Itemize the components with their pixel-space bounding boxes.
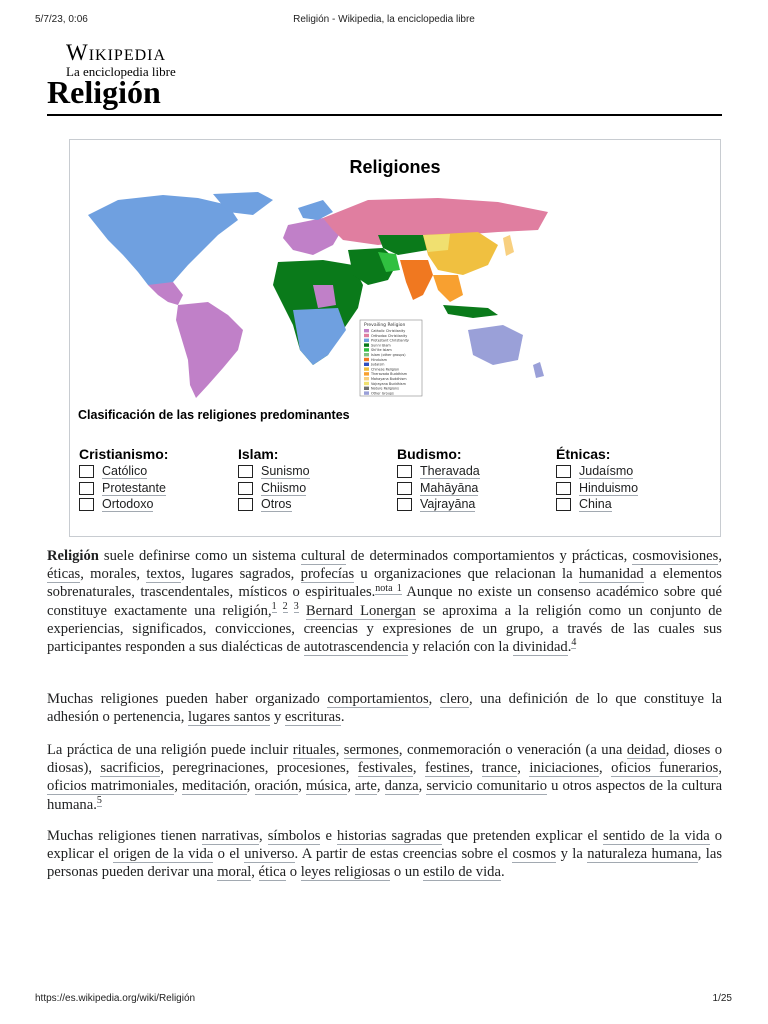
world-religions-map[interactable] xyxy=(78,190,568,402)
text: , morales, xyxy=(80,566,147,583)
text: o un xyxy=(390,864,424,881)
print-header xyxy=(0,14,768,28)
link[interactable]: ética xyxy=(258,864,287,881)
footnote-ref[interactable]: 2 xyxy=(282,600,288,612)
legend-swatch xyxy=(364,348,369,351)
text: , xyxy=(174,778,182,795)
legend-link[interactable]: Protestante xyxy=(102,480,166,495)
legend-checkbox[interactable] xyxy=(238,465,253,478)
link[interactable]: trance xyxy=(481,760,518,777)
link[interactable]: éticas xyxy=(47,566,81,583)
link[interactable]: festivales xyxy=(357,760,413,777)
text: Muchas religiones tienen xyxy=(47,828,202,844)
legend-item[interactable] xyxy=(556,463,706,480)
link[interactable]: origen de la vida xyxy=(113,846,214,863)
footnote-ref[interactable]: 1 xyxy=(271,600,277,612)
map-legend-title: Prevailing Religion xyxy=(364,323,406,328)
link[interactable]: divinidad xyxy=(512,639,568,656)
legend-label: Mahayana Buddhism xyxy=(371,377,407,381)
link[interactable]: arte xyxy=(355,778,377,795)
legend-group-etnicas xyxy=(556,446,706,513)
legend-checkbox[interactable] xyxy=(397,482,412,495)
wikipedia-wordmark[interactable]: Wikipedia xyxy=(66,40,167,65)
legend-item[interactable] xyxy=(79,496,229,513)
footnote-ref[interactable]: nota 1 xyxy=(375,582,402,594)
link[interactable]: clero xyxy=(439,691,469,707)
legend-heading: Étnicas: xyxy=(556,446,611,462)
text: , xyxy=(718,760,722,777)
legend-label: Chinese Religion xyxy=(371,367,400,372)
text: y la xyxy=(556,846,588,863)
text: La práctica de una religión puede incluir xyxy=(47,742,293,758)
text: , xyxy=(469,760,482,777)
text: , dioses o diosas), xyxy=(47,742,722,777)
text: Muchas religiones pueden haber organizado xyxy=(47,691,328,707)
legend-item[interactable] xyxy=(397,496,547,513)
footnote-ref[interactable]: 5 xyxy=(96,794,102,806)
legend-heading: Cristianismo: xyxy=(79,446,169,462)
link[interactable]: Bernard Lonergan xyxy=(305,602,416,619)
legend-link[interactable]: Otros xyxy=(261,497,292,511)
text: . xyxy=(567,639,572,656)
footnote-ref[interactable]: 4 xyxy=(571,637,577,649)
legend-label: Other Groups xyxy=(371,391,394,396)
legend-label: Nature Religions xyxy=(371,386,399,391)
legend-label: Orthodox Christianity xyxy=(371,333,408,338)
text: u otros aspectos de la cultura humana. xyxy=(47,778,723,813)
legend-checkbox[interactable] xyxy=(238,482,253,495)
text: , xyxy=(599,760,612,777)
link[interactable]: textos xyxy=(146,566,182,583)
page-title: Religión xyxy=(47,74,161,110)
title-divider xyxy=(47,114,722,116)
link[interactable]: oficios funerarios xyxy=(611,760,719,777)
link[interactable]: cosmovisiones xyxy=(632,548,719,564)
paragraph-narratives xyxy=(47,827,722,882)
link[interactable]: moral xyxy=(217,864,252,881)
legend-link[interactable]: Vajrayāna xyxy=(420,497,476,511)
legend-item[interactable] xyxy=(238,496,388,513)
link[interactable]: iniciaciones xyxy=(529,760,600,777)
legend-item[interactable] xyxy=(238,463,388,480)
legend-link[interactable]: Sunismo xyxy=(261,464,310,478)
link[interactable]: comportamientos xyxy=(327,691,429,707)
text: , xyxy=(251,864,259,881)
text: , xyxy=(428,691,440,707)
legend-swatch xyxy=(364,372,369,375)
legend-label: Theravada Buddhism xyxy=(371,372,408,377)
legend-heading: Budismo: xyxy=(397,446,462,462)
legend-link[interactable]: Theravada xyxy=(420,464,480,478)
text: Aunque no existe un consenso académico sobre qué constituye exactamente una religión, xyxy=(47,584,722,619)
legend-label: Vajrayana Buddhism xyxy=(371,381,406,386)
legend-checkbox[interactable] xyxy=(556,465,571,478)
text: . xyxy=(500,864,505,881)
legend-swatch xyxy=(364,343,369,346)
legend-checkbox[interactable] xyxy=(397,465,412,478)
text: a elementos sobrenaturales, trascendentales, místicos o espirituales. xyxy=(47,566,722,601)
legend-item[interactable] xyxy=(556,480,706,497)
link[interactable]: deidad xyxy=(626,742,666,758)
text: , xyxy=(517,760,530,777)
text: , xyxy=(418,778,427,795)
world-map-religions-icon xyxy=(78,190,568,402)
legend-checkbox[interactable] xyxy=(556,482,571,495)
print-datetime: 5/7/23, 0:06 xyxy=(35,14,88,25)
legend-heading: Islam: xyxy=(238,446,279,462)
text: y xyxy=(270,709,285,726)
text xyxy=(299,603,306,619)
legend-label: Sunni Islam xyxy=(371,343,391,348)
link[interactable]: danza xyxy=(384,778,419,795)
link[interactable]: cultural xyxy=(301,548,346,564)
link[interactable]: servicio comunitario xyxy=(426,778,548,795)
legend-item[interactable] xyxy=(397,463,547,480)
legend-swatch xyxy=(364,387,369,390)
legend-swatch xyxy=(364,329,369,332)
legend-link[interactable]: China xyxy=(579,497,612,511)
wikipedia-tagline: La enciclopedia libre xyxy=(66,64,176,79)
link[interactable]: música xyxy=(305,778,348,795)
text: , lugares sagrados, xyxy=(181,566,301,583)
link[interactable]: meditación xyxy=(181,778,247,795)
link[interactable]: universo xyxy=(244,846,295,863)
paragraph-practice xyxy=(47,741,722,814)
text: o el xyxy=(213,846,245,863)
legend-label: Judaism xyxy=(371,362,385,367)
footnote-ref[interactable]: 3 xyxy=(293,600,299,612)
legend-checkbox[interactable] xyxy=(79,482,94,495)
legend-item[interactable] xyxy=(556,496,706,513)
text: e xyxy=(320,828,337,844)
legend-checkbox[interactable] xyxy=(238,498,253,511)
legend-link[interactable]: Mahāyāna xyxy=(420,480,479,495)
text: , peregrinaciones, procesiones, xyxy=(160,760,358,777)
link[interactable]: estilo de vida xyxy=(423,864,501,881)
print-footer xyxy=(0,993,768,1007)
text: , conmemoración o veneración (a una xyxy=(398,742,627,758)
text: y relación con la xyxy=(408,639,513,656)
legend-checkbox[interactable] xyxy=(79,465,94,478)
legend-item[interactable] xyxy=(79,480,229,497)
link[interactable]: sermones xyxy=(343,742,399,758)
link[interactable]: naturaleza humana xyxy=(587,846,698,863)
legend-group-cristianismo xyxy=(79,446,229,513)
religions-infobox xyxy=(69,139,721,537)
text: o xyxy=(286,864,301,881)
text: suele definirse como un sistema xyxy=(98,548,301,564)
print-page-number: 1/25 xyxy=(712,993,732,1004)
legend-label: Hinduism xyxy=(371,357,387,362)
legend-link[interactable]: Chiismo xyxy=(261,480,307,495)
text: , xyxy=(246,778,255,795)
link[interactable]: símbolos xyxy=(267,828,321,844)
legend-label: Catholic Christianity xyxy=(371,329,406,333)
legend-swatch xyxy=(364,339,369,342)
legend-item[interactable] xyxy=(79,463,229,480)
text: que pretenden explicar el xyxy=(441,828,604,844)
map-legend xyxy=(360,320,422,396)
text: , xyxy=(335,742,344,758)
text: o explicar el xyxy=(47,828,723,863)
legend-link[interactable]: Católico xyxy=(102,464,148,478)
legend-swatch xyxy=(364,334,369,337)
link[interactable]: festines xyxy=(424,760,470,777)
link[interactable]: rituales xyxy=(292,742,336,758)
link[interactable]: leyes religiosas xyxy=(300,864,391,881)
text: , xyxy=(718,548,722,564)
print-url: https://es.wikipedia.org/wiki/Religión xyxy=(35,993,196,1004)
text: u organizaciones que relacionan la xyxy=(354,566,579,583)
legend-swatch xyxy=(364,391,369,394)
text: , las personas pueden derivar una xyxy=(47,846,723,881)
text: de determinados comportamientos y prácticas, xyxy=(345,548,633,564)
link[interactable]: sentido de la vida xyxy=(603,828,710,844)
link[interactable]: cosmos xyxy=(512,846,557,863)
text: , xyxy=(259,828,268,844)
legend-link[interactable]: Ortodoxo xyxy=(102,497,154,511)
link[interactable]: escrituras xyxy=(284,709,341,726)
infobox-title: Religiones xyxy=(349,157,441,177)
link[interactable]: historias sagradas xyxy=(337,828,442,844)
link[interactable]: narrativas xyxy=(201,828,260,844)
legend-swatch xyxy=(364,353,369,356)
legend-checkbox[interactable] xyxy=(556,498,571,511)
legend-swatch xyxy=(364,382,369,385)
link[interactable]: humanidad xyxy=(578,566,644,583)
text: , xyxy=(412,760,425,777)
legend-label: Islam (other groups) xyxy=(371,353,406,357)
legend-swatch xyxy=(364,363,369,366)
legend-checkbox[interactable] xyxy=(79,498,94,511)
text: , una definición de lo que constituye la adhesión o pertenencia, xyxy=(47,691,722,726)
text: , xyxy=(376,778,385,795)
lead-term: Religión xyxy=(47,548,99,564)
text: , xyxy=(298,778,306,795)
infobox-caption: Clasificación de las religiones predominantes xyxy=(78,408,350,422)
legend-label: Protestant Christianity xyxy=(371,338,409,343)
legend-swatch xyxy=(364,377,369,380)
legend-item[interactable] xyxy=(238,480,388,497)
legend-link[interactable]: Hinduismo xyxy=(579,480,639,495)
link[interactable]: autotrascendencia xyxy=(303,639,409,656)
text: . A partir de estas creencias sobre el xyxy=(294,846,513,863)
legend-checkbox[interactable] xyxy=(397,498,412,511)
intro-paragraph xyxy=(47,547,722,656)
legend-swatch xyxy=(364,367,369,370)
legend-label: Shi'ite Islam xyxy=(371,348,392,353)
link[interactable]: oración xyxy=(254,778,299,795)
legend-link[interactable]: Judaísmo xyxy=(579,464,634,478)
legend-swatch xyxy=(364,358,369,361)
text: , xyxy=(347,778,356,795)
link[interactable]: profecías xyxy=(300,566,355,583)
print-tab-title: Religión - Wikipedia, la enciclopedia libre xyxy=(293,14,475,25)
text: se aproxima a la religión como un conjunto de experiencias, significados, convicciones, creencias y expresiones de un grupo, a través de las cuales sus participantes responden a sus dialécticas de xyxy=(47,602,723,656)
link[interactable]: oficios matrimoniales xyxy=(47,778,175,795)
text: . xyxy=(340,709,345,726)
link[interactable]: lugares santos xyxy=(188,709,271,726)
legend-group-budismo xyxy=(397,446,547,513)
legend-item[interactable] xyxy=(397,480,547,497)
paragraph-organization xyxy=(47,690,722,726)
link[interactable]: sacrificios xyxy=(100,760,161,777)
legend-group-islam xyxy=(238,446,388,513)
